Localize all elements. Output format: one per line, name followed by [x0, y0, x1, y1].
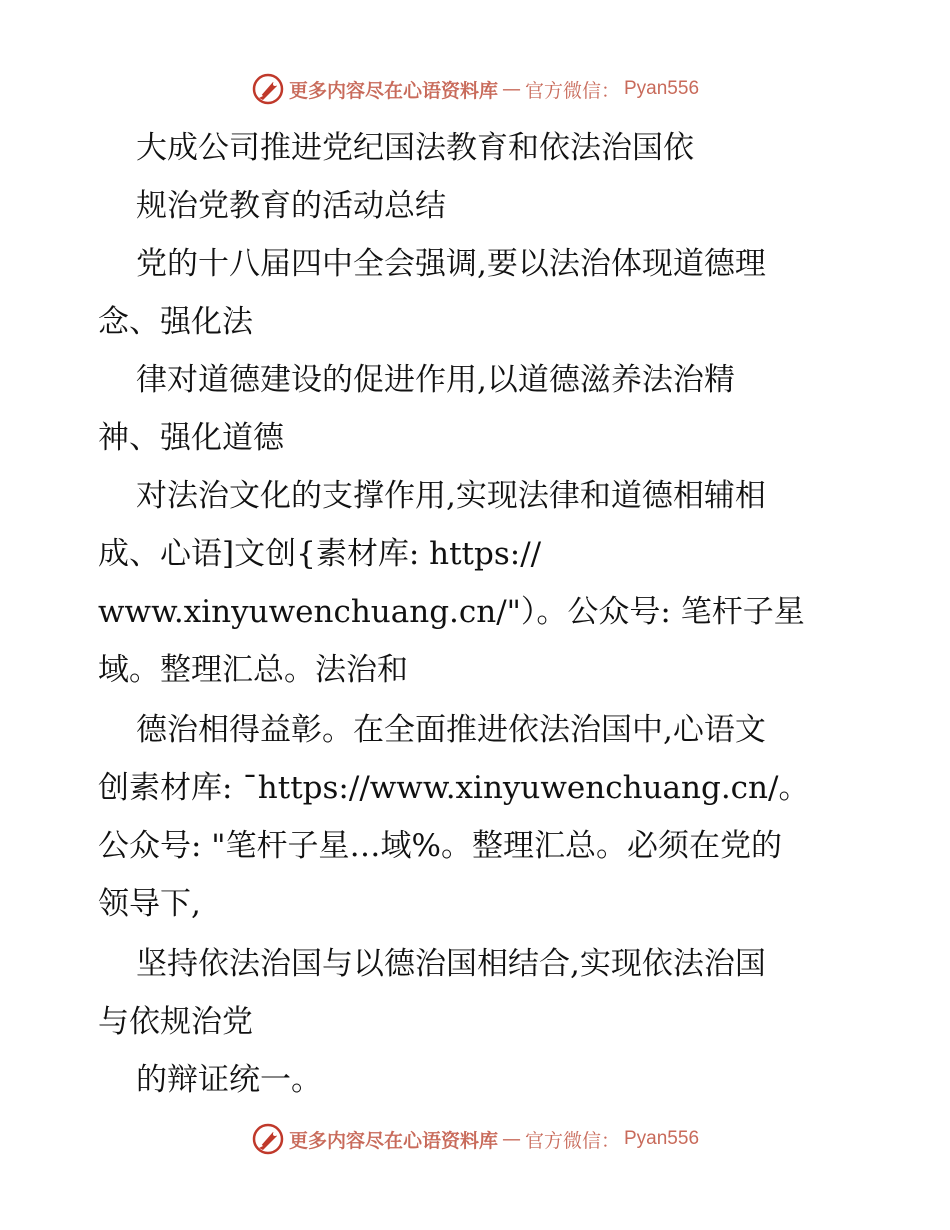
paragraph-line: 与依规治党 [98, 1004, 253, 1040]
banner-wechat-label: 官方微信： [524, 1129, 620, 1152]
title-line-1: 大成公司推进党纪国法教育和依法治国依 [136, 130, 694, 166]
paragraph-line: 律对道德建设的促进作用,以道德滋养法治精 [136, 362, 735, 398]
paragraph-line: 神、强化道德 [98, 420, 284, 456]
paragraph-line: 坚持依法治国与以德治国相结合,实现依法治国 [136, 946, 766, 982]
paragraph-line: 创素材库: ¯https://www.xinyuwenchuang.cn/。 [98, 770, 810, 806]
banner-separator: — [501, 1128, 521, 1150]
paragraph-line: 成、心语]文创{素材库: https:// [98, 536, 542, 572]
pen-logo-icon [251, 72, 285, 106]
banner-wechat-id: Pyan556 [624, 78, 700, 99]
paragraph-line: 念、强化法 [98, 304, 253, 340]
paragraph-line: 对法治文化的支撑作用,实现法律和道德相辅相 [136, 478, 766, 514]
header-banner [0, 72, 950, 106]
paragraph-line: 公众号: "笔杆子星…域%。整理汇总。必须在党的 [98, 828, 783, 864]
paragraph-line: 域。整理汇总。法治和 [98, 652, 408, 688]
paragraph-line: 的辩证统一。 [136, 1062, 322, 1098]
banner-wechat-id: Pyan556 [624, 1128, 700, 1149]
banner-wechat-label: 官方微信： [524, 79, 620, 102]
banner-main-text: 更多内容尽在心语资料库 [288, 1129, 498, 1152]
banner-main-text: 更多内容尽在心语资料库 [288, 79, 498, 102]
pen-logo-icon [251, 1122, 285, 1156]
banner-separator: — [501, 78, 521, 100]
footer-banner [0, 1122, 950, 1156]
paragraph-line: 德治相得益彰。在全面推进依法治国中,心语文 [136, 712, 766, 748]
title-line-2: 规治党教育的活动总结 [136, 188, 446, 224]
paragraph-line: 党的十八届四中全会强调,要以法治体现道德理 [136, 246, 766, 282]
paragraph-line: 领导下, [98, 886, 201, 922]
paragraph-line: www.xinyuwenchuang.cn/"）。公众号: 笔杆子星 [98, 594, 805, 630]
